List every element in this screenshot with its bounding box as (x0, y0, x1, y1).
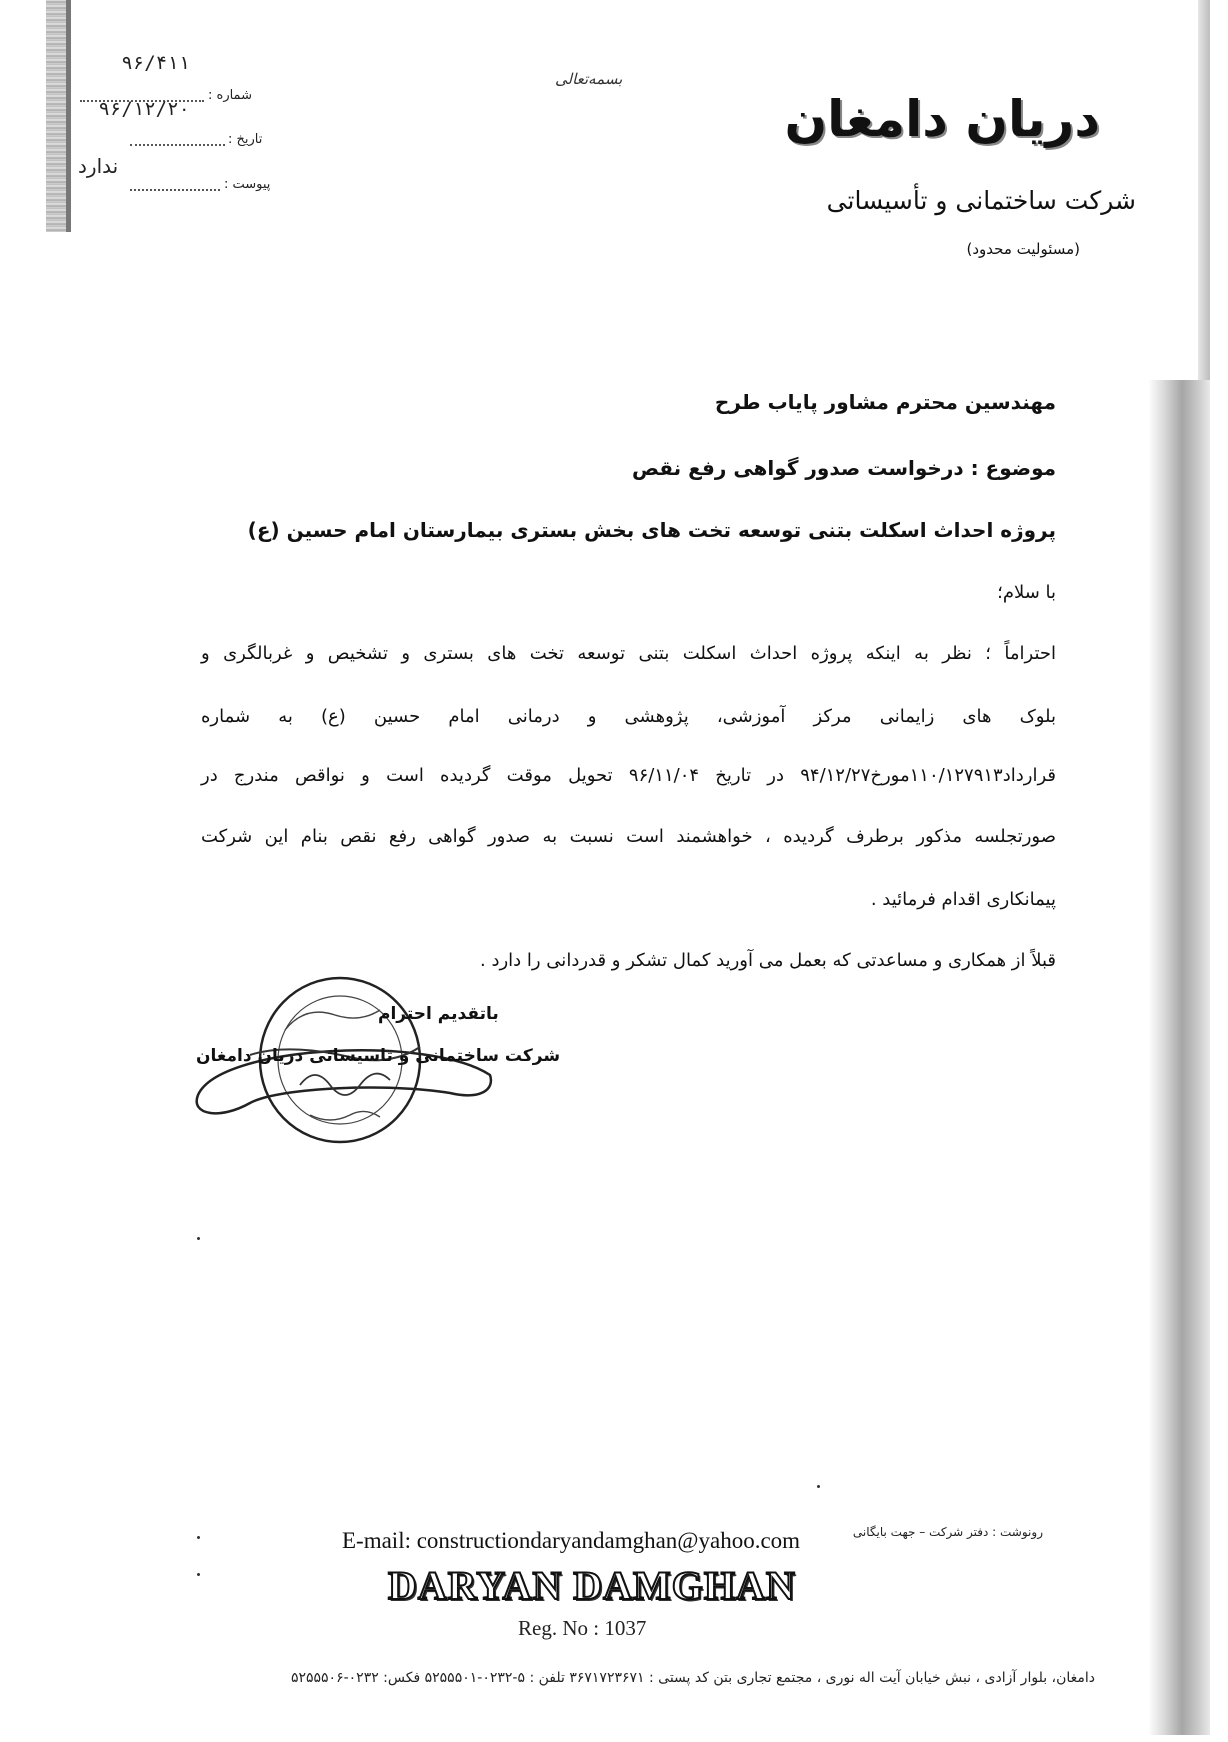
letter-number-value: ۹۶/۴۱۱ (121, 52, 190, 74)
letter-date-dots (130, 144, 225, 146)
cc-note: رونوشت : دفتر شرکت – جهت بایگانی (852, 1525, 1043, 1539)
scan-speck (197, 1536, 200, 1539)
body-paragraph-line: بلوک های زایمانی مرکز آموزشی، پژوهشی و درمانی امام حسین (ع) به شماره (201, 706, 1056, 727)
basmala: بسمه‌تعالی (555, 70, 623, 88)
company-subtitle: شرکت ساختمانی و تأسیساتی (826, 186, 1136, 215)
scan-edge-right-top (1198, 0, 1210, 380)
project-line: پروژه احداث اسکلت بتنی توسعه تخت های بخش بستری بیمارستان امام حسین (ع) (247, 518, 1056, 542)
scan-edge-left (46, 0, 68, 232)
body-paragraph-line: احتراماً ؛ نظر به اینکه پروژه احداث اسکلت بتنی توسعه تخت های بستری و تشخیص و غربالگری و (201, 643, 1056, 664)
subject-line: موضوع : درخواست صدور گواهی رفع نقص (631, 456, 1056, 480)
letter-attachment-dots (130, 189, 220, 191)
body-paragraph-line: صورتجلسه مذکور برطرف گردیده ، خواهشمند است نسبت به صدور گواهی رفع نقص بنام این شرکت (201, 826, 1056, 847)
closing-line: قبلاً از همکاری و مساعدتی که بعمل می آورید کمال تشکر و قدردانی را دارد . (480, 950, 1056, 971)
letter-attachment-value: ندارد (78, 154, 119, 178)
signature-respect: باتقدیم احترام (378, 1004, 499, 1024)
scan-speck (817, 1485, 820, 1488)
footer-address: دامغان، بلوار آزادی ، نبش خیابان آیت اله نوری ، مجتمع تجاری بتن کد پستی : ۳۶۷۱۷۲۳۶۷۱ تلفن : ۵-۰۲۳۲-۵۲۵۵۵۰۱ فکس: ۰۲۳۲-۵۲۵۵۵۰۶ (290, 1670, 1095, 1686)
letter-date-value: ۹۶/۱۲/۲۰ (98, 98, 190, 120)
signature-company: شرکت ساختمانی و تاسیساتی دریان دامغان (196, 1046, 561, 1066)
scan-edge-left-line (66, 0, 71, 232)
company-liability: (مسئولیت محدود) (966, 240, 1080, 258)
scan-speck (197, 1237, 200, 1240)
greeting: با سلام؛ (997, 582, 1056, 603)
footer-reg-no: Reg. No : 1037 (518, 1616, 647, 1640)
body-paragraph-line: پیمانکاری اقدام فرمائید . (870, 889, 1056, 910)
body-paragraph-line: قرارداد۱۱۰/۱۲۷۹۱۳مورخ۹۴/۱۲/۲۷ در تاریخ ۹۶/۱۱/۰۴ تحویل موقت گردیده است و نواقص مندرج در (201, 765, 1056, 786)
letter-number-label: شماره : (208, 88, 252, 103)
company-logo-text: دریان دامغان (784, 90, 1100, 148)
footer-brand-wordmark: DARYAN DAMGHAN (388, 1563, 796, 1608)
letter-attachment-label: پیوست : (224, 177, 271, 192)
letter-date-label: تاریخ : (228, 132, 263, 147)
letter-meta (78, 48, 271, 208)
scan-edge-right (1148, 380, 1210, 1735)
footer-email: E-mail: constructiondaryandamghan@yahoo.com (342, 1528, 801, 1553)
scan-speck (197, 1573, 200, 1576)
recipient-line: مهندسین محترم مشاور پایاب طرح (714, 390, 1056, 414)
